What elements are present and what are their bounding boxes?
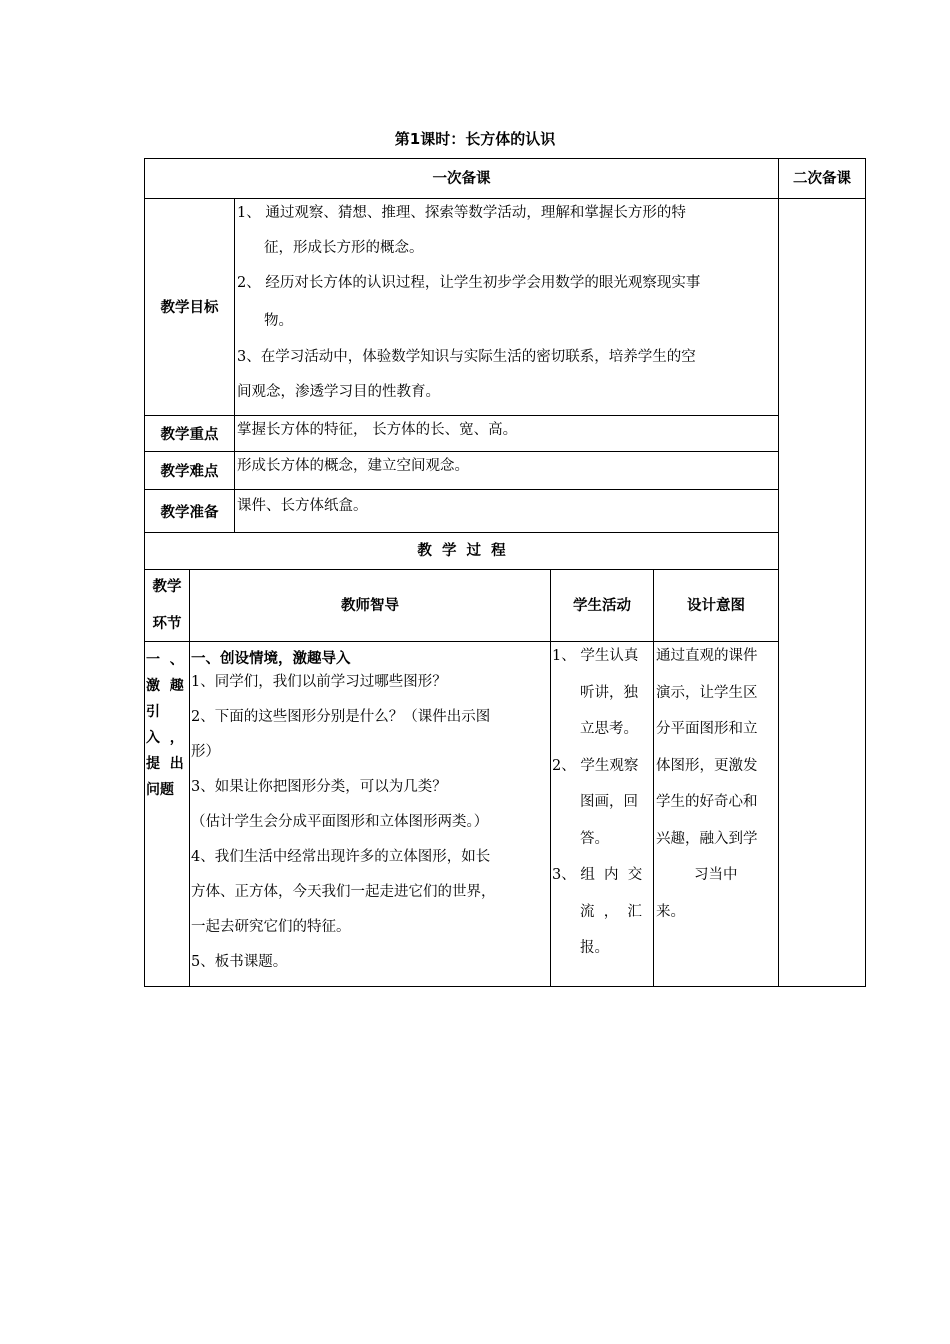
stage-line-2: 激 趣 — [146, 678, 184, 694]
teacher-guide-line: 5、板书课题。 — [191, 954, 288, 970]
design-intent — [656, 638, 778, 930]
teacher-guide-line: 2、下面的这些图形分别是什么？（课件出示图 — [191, 709, 491, 725]
stage-line-5: 提 出 — [146, 756, 184, 772]
page-title: 第1课时：长方体的认识 — [394, 130, 556, 148]
teacher-guide-line: 3、如果让你把图形分类，可以为几类？ — [191, 779, 447, 795]
design-intent-line: 分平面图形和立 — [656, 721, 758, 737]
student-activity-line: 答。 — [580, 830, 609, 847]
objectives-label: 教学目标 — [160, 300, 219, 316]
objective-item-2-line1: 2、 经历对长方体的认识过程，让学生初步学会用数学的眼光观察现实事 — [237, 275, 701, 291]
student-activity — [552, 638, 652, 967]
first-prep-header: 一次备课 — [432, 171, 491, 187]
column-student: 学生活动 — [573, 598, 631, 614]
column-design: 设计意图 — [687, 598, 745, 614]
teacher-guide-body — [191, 665, 496, 980]
difficulty-text: 形成长方体的概念，建立空间观念。 — [237, 458, 469, 474]
design-intent-line: 兴趣，融入到学 — [656, 830, 758, 847]
second-prep-header: 二次备课 — [793, 171, 851, 187]
process-title: 教 学 过 程 — [417, 543, 506, 559]
objective-item-1-line2: 征，形成长方形的概念。 — [264, 240, 424, 256]
column-teacher: 教师智导 — [341, 598, 399, 614]
student-activity-line: 2、 学生观察 — [552, 757, 639, 774]
stage-label — [146, 647, 188, 803]
column-stage-line1: 教学 — [152, 579, 182, 595]
stage-line-4: 入 ， — [146, 730, 184, 746]
teacher-guide-line: 一起去研究它们的特征。 — [191, 919, 351, 935]
teacher-guide-line: 4、我们生活中经常出现许多的立体图形，如长 — [191, 849, 491, 865]
student-activity-line: 1、 学生认真 — [552, 648, 639, 664]
student-activity-line: 报。 — [580, 940, 609, 956]
key-point-text: 掌握长方体的特征， 长方体的长、宽、高。 — [237, 422, 518, 438]
design-intent-line: 学生的好奇心和 — [656, 794, 758, 810]
design-intent-line: 通过直观的课件 — [656, 648, 758, 664]
stage-line-3: 引 — [146, 704, 160, 720]
preparation-label: 教学准备 — [160, 505, 219, 521]
objective-item-1-line1: 1、 通过观察、猜想、推理、探索等数学活动，理解和掌握长方形的特 — [237, 205, 686, 221]
column-stage-line2: 环节 — [152, 616, 182, 632]
design-intent-line: 习当中 — [694, 867, 738, 883]
objective-item-3-line1: 3、在学习活动中，体验数学知识与实际生活的密切联系，培养学生的空 — [237, 349, 696, 365]
teacher-guide-line: 1、同学们，我们以前学习过哪些图形？ — [191, 674, 447, 690]
student-activity-line: 图画，回 — [580, 794, 638, 810]
objective-item-2-line2: 物。 — [264, 313, 293, 329]
design-intent-line: 来。 — [656, 903, 685, 920]
teacher-guide-heading: 一、创设情境，激趣导入 — [191, 651, 351, 667]
objective-item-3-line2: 间观念，渗透学习目的性教育。 — [237, 384, 440, 400]
stage-line-1: 一 、 — [146, 652, 184, 668]
student-activity-line: 流 ， 汇 — [580, 903, 642, 920]
teacher-guide-line: 形） — [191, 744, 220, 760]
key-point-label: 教学重点 — [160, 427, 219, 443]
design-intent-line: 演示，让学生区 — [656, 684, 758, 701]
student-activity-line: 听讲，独 — [580, 684, 638, 701]
difficulty-label: 教学难点 — [160, 464, 219, 480]
stage-line-6: 问题 — [146, 782, 174, 798]
teacher-guide-line: （估计学生会分成平面图形和立体图形两类。） — [191, 814, 489, 830]
student-activity-line: 立思考。 — [580, 721, 638, 737]
preparation-text: 课件、长方体纸盒。 — [237, 498, 368, 514]
teacher-guide-line: 方体、正方体，今天我们一起走进它们的世界， — [191, 884, 496, 900]
student-activity-line: 3、 组 内 交 — [552, 867, 643, 883]
design-intent-line: 体图形，更激发 — [656, 757, 758, 774]
